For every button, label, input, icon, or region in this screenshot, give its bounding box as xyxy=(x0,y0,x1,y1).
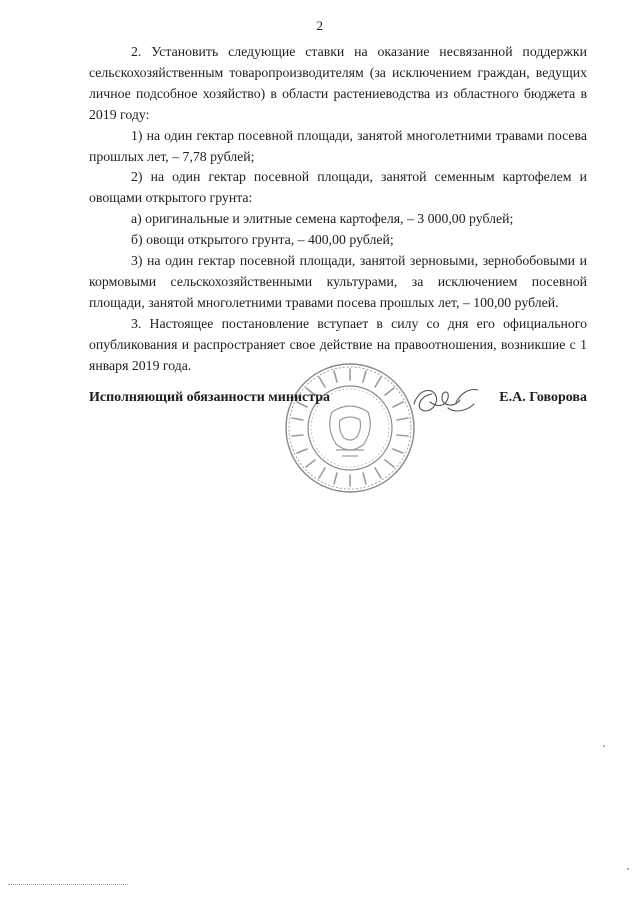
paragraph-grain-crops: 3) на один гектар посевной площади, занятой зерновыми, зернобобовыми и кормовыми сельскохозяйственными культурами, за исключением посевной площади, занятой многолетними травами посева прошлых лет, – 100,00 рублей. xyxy=(89,253,587,310)
scan-speck xyxy=(627,868,629,870)
paragraph-open-ground-vegetables: б) овощи открытого грунта, – 400,00 рублей; xyxy=(131,232,394,248)
page-number: 2 xyxy=(316,18,324,33)
document-body xyxy=(89,42,587,377)
scan-speck xyxy=(603,745,605,747)
signatory-name: Е.А. Говорова xyxy=(499,390,587,405)
paragraph-potatoes-vegetables: 2) на один гектар посевной площади, занятой семенным картофелем и овощами открытого грунта: xyxy=(89,169,587,206)
scan-artifact-line xyxy=(8,884,128,886)
paragraph-perennial-grasses: 1) на один гектар посевной площади, занятой многолетними травами посева прошлых лет, – 7,78 рублей; xyxy=(89,127,587,164)
paragraph-seed-potatoes: а) оригинальные и элитные семена картофеля, – 3 000,00 рублей; xyxy=(131,211,514,227)
signatory-title: Исполняющий обязанности министра xyxy=(89,390,331,405)
signature-block xyxy=(89,390,587,414)
paragraph-entry-into-force: 3. Настоящее постановление вступает в силу со дня его официального опубликования и распространяет свое действие на правоотношения, возникшие с 1 января 2019 года. xyxy=(89,315,587,373)
paragraph-rates-intro: 2. Установить следующие ставки на оказание несвязанной поддержки сельскохозяйственным товаропроизводителям (за исключением граждан, ведущих личное подсобное хозяйство) в области растениеводства из областного бюджета в 2019 году: xyxy=(89,44,587,122)
official-seal-icon xyxy=(282,360,418,496)
